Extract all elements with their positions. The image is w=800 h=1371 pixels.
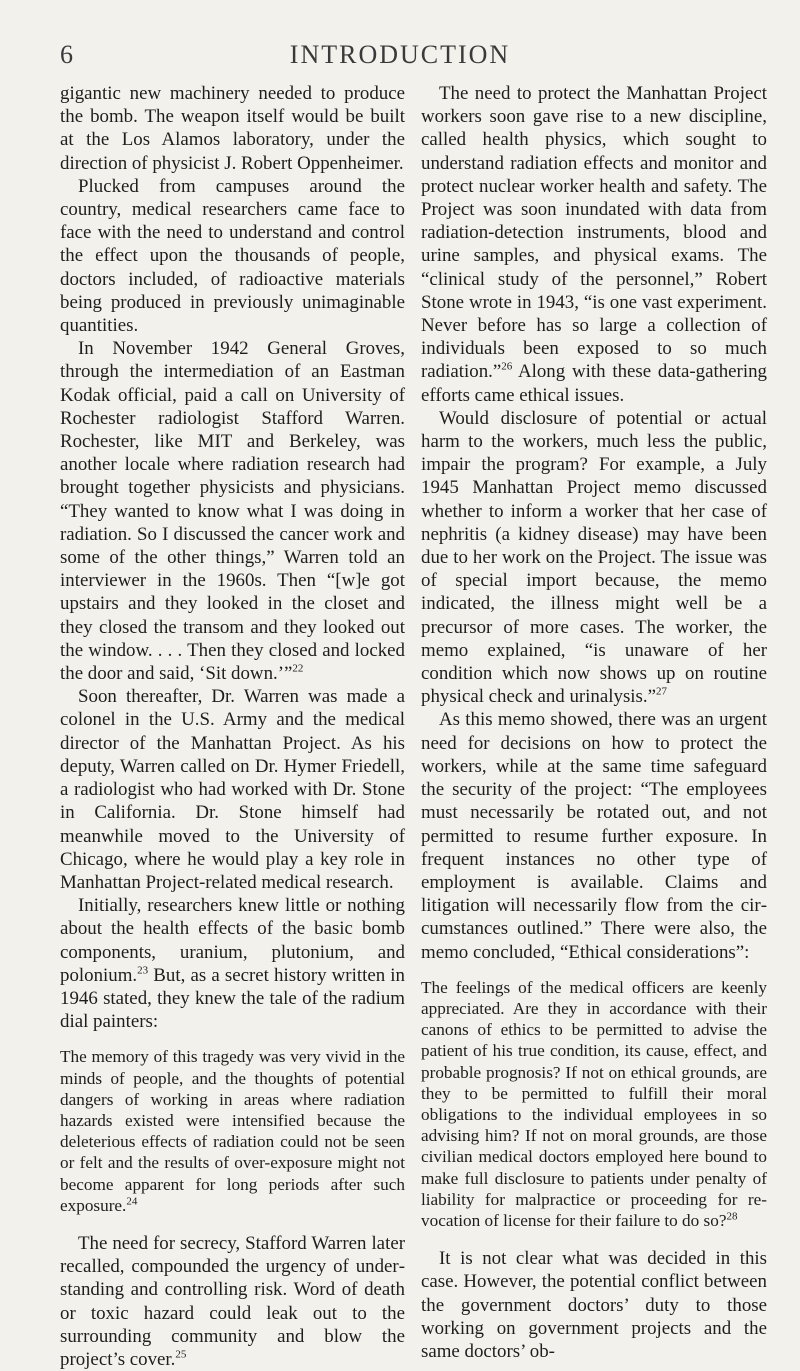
paragraph: gigantic new machinery needed to produce the bomb. The weapon itself would be built at the Los Alamos laboratory, under the direction of physicist J. Robert Oppenheimer.	[60, 83, 405, 174]
paragraph: Plucked from campuses around the country, medical researchers came face to face with the need to understand and control the effect upon the thousands of people, doctors included, of radioactive materials being produced in previously unimaginable quantities.	[60, 175, 405, 337]
footnote-ref: 24	[126, 1195, 138, 1208]
footnote-ref: 28	[726, 1210, 738, 1223]
paragraph: In November 1942 General Groves, through the intermediation of an Eastman Kodak official, paid a call on University of Rochester radiologist Stafford Warren. Rochester, like MIT and Berkeley, was another locale where radiation research had brought together physicists and physicians. “They wanted to know what I was doing in radiation. So I discussed the cancer work and some of the other things,” Warren told an interviewer in the 1960s. Then “[w]e got upstairs and they looked in the closet and they closed the transom and they looked out the window. . . . Then they closed and locked the door and said, ‘Sit down.’”$^{22}$	[60, 338, 405, 685]
page-number: 6	[60, 40, 74, 69]
paragraph: Would disclosure of potential or actual harm to the workers, much less the public, impair the program? For example, a July 1945 Manhattan Project memo discussed whether to inform a worker that her case of nephritis (a kidney disease) may have been due to her work on the Project. The issue was of special import because, the memo indicated, the illness might well be a precursor of more cases. The worker, the memo explained, “is unaware of her condition which now shows up on routine physical check and urinalysis.”$^{27}$	[421, 407, 767, 708]
paragraph: The need for secrecy, Stafford Warren later recalled, compounded the urgency of understanding and controlling risk. Word of death or toxic hazard could leak out to the surrounding community and blow the project’s cover.$^{25}$	[60, 1232, 405, 1370]
block-quote: The memory of this tragedy was very vivid in the minds of people, and the thoughts of potential dangers of working in areas where radiation hazards existed were intensified because the deleterious effects of radiation could not be seen or felt and the results of over-exposure might not become apparent for long periods after such exposure.$^{24}$	[60, 1047, 405, 1215]
footnote-ref: 26	[501, 361, 513, 374]
left-column	[60, 82, 405, 1371]
paragraph: It is not clear what was decided in this case. However, the potential conflict between the government doctors’ duty to those working on government projects and the same doctors’ ob-	[421, 1248, 767, 1362]
paragraph: Initially, researchers knew little or nothing about the health effects of the basic bomb components, uranium, plutonium, and polonium.$^{23}$ But, as a secret history written in 1946 stated, they knew the tale of the radium dial painters:	[60, 895, 405, 1033]
footnote-ref: 23	[137, 964, 149, 977]
footnote-ref: 27	[656, 685, 668, 698]
paragraph: The need to protect the Manhattan Project workers soon gave rise to a new discipline, called health physics, which sought to understand radiation effects and monitor and protect nuclear worker health and safety. The Project was soon inundated with data from radiation-detection instruments, blood and urine samples, and physical exams. The “clinical study of the personnel,” Robert Stone wrote in 1943, “is one vast experiment. Never before has so large a collection of individuals been exposed to so much radiation.”$^{26}$ Along with these data-gathering efforts came ethical issues.	[421, 83, 767, 406]
block-quote: The feelings of the medical officers are keenly appreciated. Are they in accordance with their canons of ethics to be permitted to advise the patient of his true condition, its cause, effect, and probable prognosis? If not on ethical grounds, are they to be permitted to fulfill their moral obligations to the individual employees in so advising him? If not on moral grounds, are those civilian medical doctors employed here bound to make full disclosure to patients under penalty of liability for malpractice or proceeding for revocation of license for their failure to do so?$^{28}$	[421, 977, 767, 1230]
footnote-ref: 22	[292, 662, 304, 675]
paragraph: Soon thereafter, Dr. Warren was made a colonel in the U.S. Army and the medical director of the Manhattan Project. As his deputy, Warren called on Dr. Hymer Friedell, a radiologist who had worked with Dr. Stone in California. Dr. Stone himself had meanwhile moved to the University of Chicago, where he would play a key role in Manhattan Project-related medical research.	[60, 686, 405, 893]
paragraph: As this memo showed, there was an urgent need for decisions on how to protect the workers, while at the same time safeguard the security of the project: “The employees must necessarily be rotated out, and not permitted to resume further exposure. In frequent instances no other type of employment is available. Claims and litigation will necessarily flow from the circumstances outlined.” There were also, the memo concluded, “Ethical considerations”:	[421, 709, 767, 963]
running-head: INTRODUCTION	[289, 40, 511, 69]
right-column	[421, 82, 767, 1363]
footnote-ref: 25	[175, 1348, 187, 1361]
